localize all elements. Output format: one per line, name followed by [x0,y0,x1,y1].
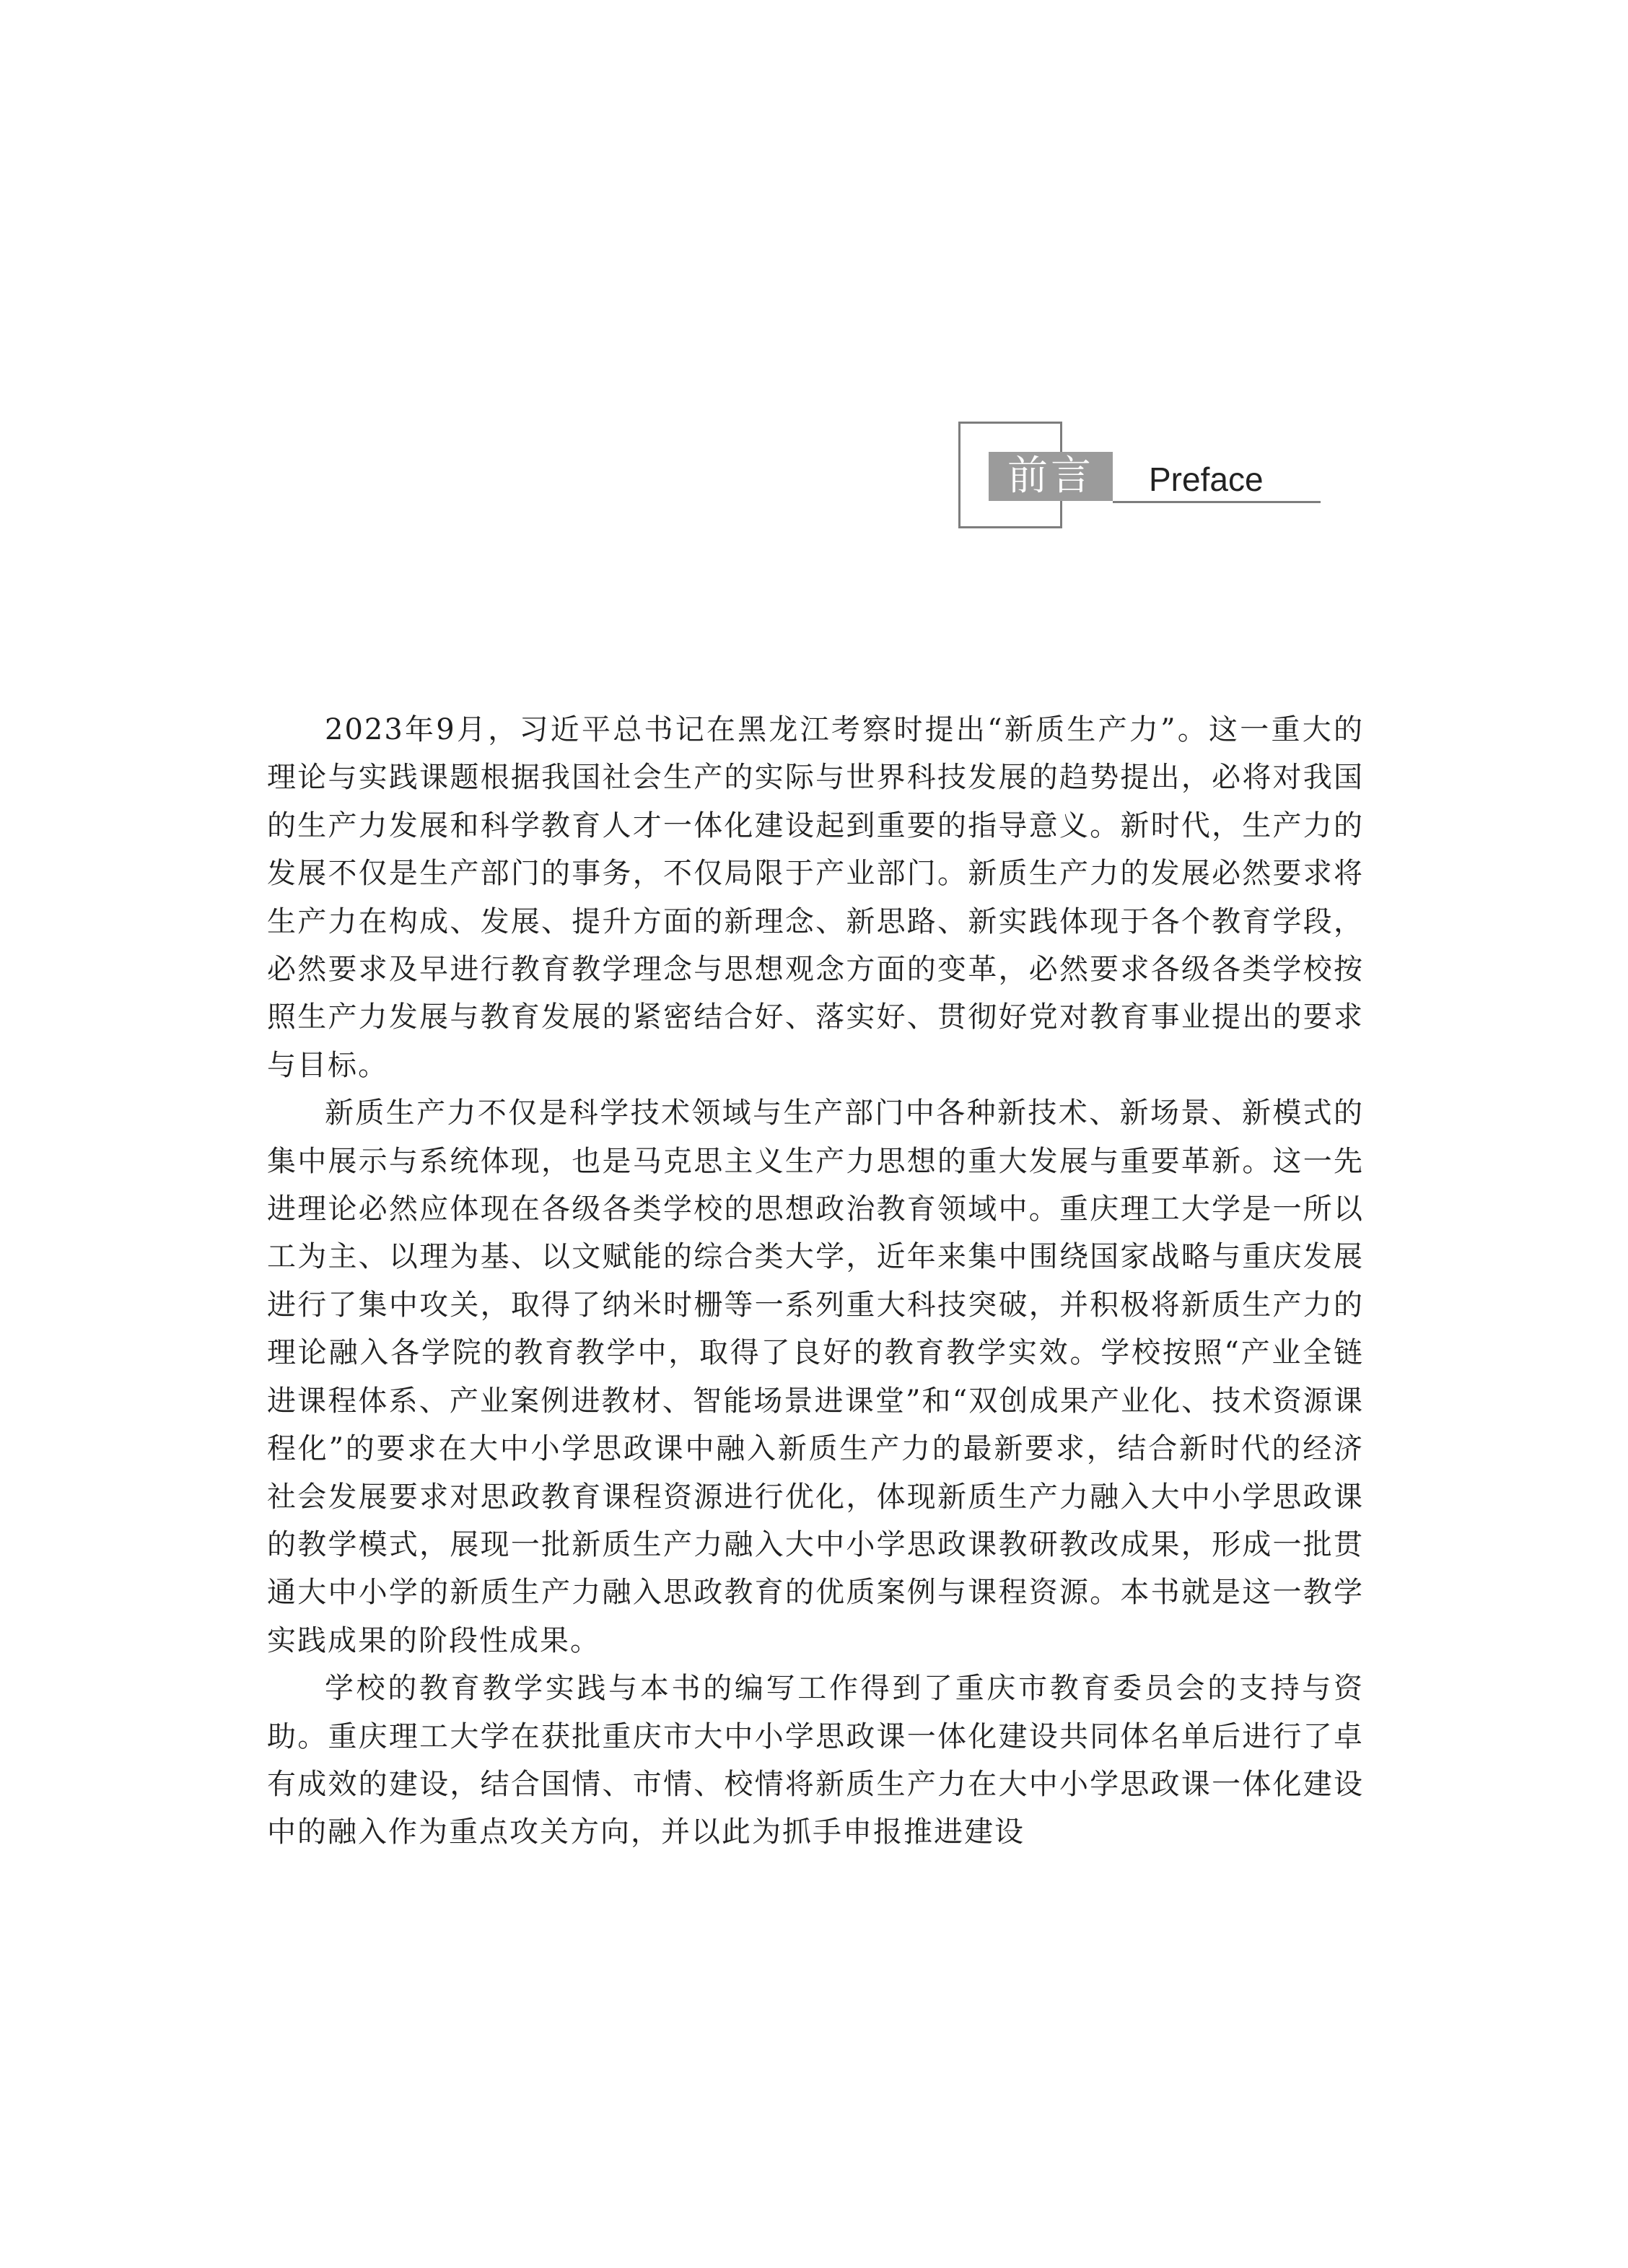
heading-title-chinese: 前言 [989,452,1113,501]
preface-body [267,706,1364,1857]
paragraph-2: 新质生产力不仅是科学技术领域与生产部门中各种新技术、新场景、新模式的集中展示与系统体现，也是马克思主义生产力思想的重大发展与重要革新。这一先进理论必然应体现在各级各类学校的思想政治教育领域中。重庆理工大学是一所以工为主、以理为基、以文赋能的综合类大学，近年来集中围绕国家战略与重庆发展进行了集中攻关，取得了纳米时栅等一系列重大科技突破，并积极将新质生产力的理论融入各学院的教育教学中，取得了良好的教育教学实效。学校按照“产业全链进课程体系、产业案例进教材、智能场景进课堂”和“双创成果产业化、技术资源课程化”的要求在大中小学思政课中融入新质生产力的最新要求，结合新时代的经济社会发展要求对思政教育课程资源进行优化，体现新质生产力融入大中小学思政课的教学模式，展现一批新质生产力融入大中小学思政课教研教改成果，形成一批贯通大中小学的新质生产力融入思政教育的优质案例与课程资源。本书就是这一教学实践成果的阶段性成果。 [267,1096,1364,1657]
preface-heading [958,422,1321,531]
paragraph-1: 2023年9月，习近平总书记在黑龙江考察时提出“新质生产力”。这一重大的理论与实践课题根据我国社会生产的实际与世界科技发展的趋势提出，必将对我国的生产力发展和科学教育人才一体化建设起到重要的指导意义。新时代，生产力的发展不仅是生产部门的事务，不仅局限于产业部门。新质生产力的发展必然要求将生产力在构成、发展、提升方面的新理念、新思路、新实践体现于各个教育学段，必然要求及早进行教育教学理念与思想观念方面的变革，必然要求各级各类学校按照生产力发展与教育发展的紧密结合好、落实好、贯彻好党对教育事业提出的要求与目标。 [267,713,1364,1082]
heading-title-english: Preface [1149,461,1264,498]
paragraph-3: 学校的教育教学实践与本书的编写工作得到了重庆市教育委员会的支持与资助。重庆理工大学在获批重庆市大中小学思政课一体化建设共同体名单后进行了卓有成效的建设，结合国情、市情、校情将新质生产力在大中小学思政课一体化建设中的融入作为重点攻关方向，并以此为抓手申报推进建设 [267,1672,1364,1849]
heading-underline [1113,501,1321,503]
